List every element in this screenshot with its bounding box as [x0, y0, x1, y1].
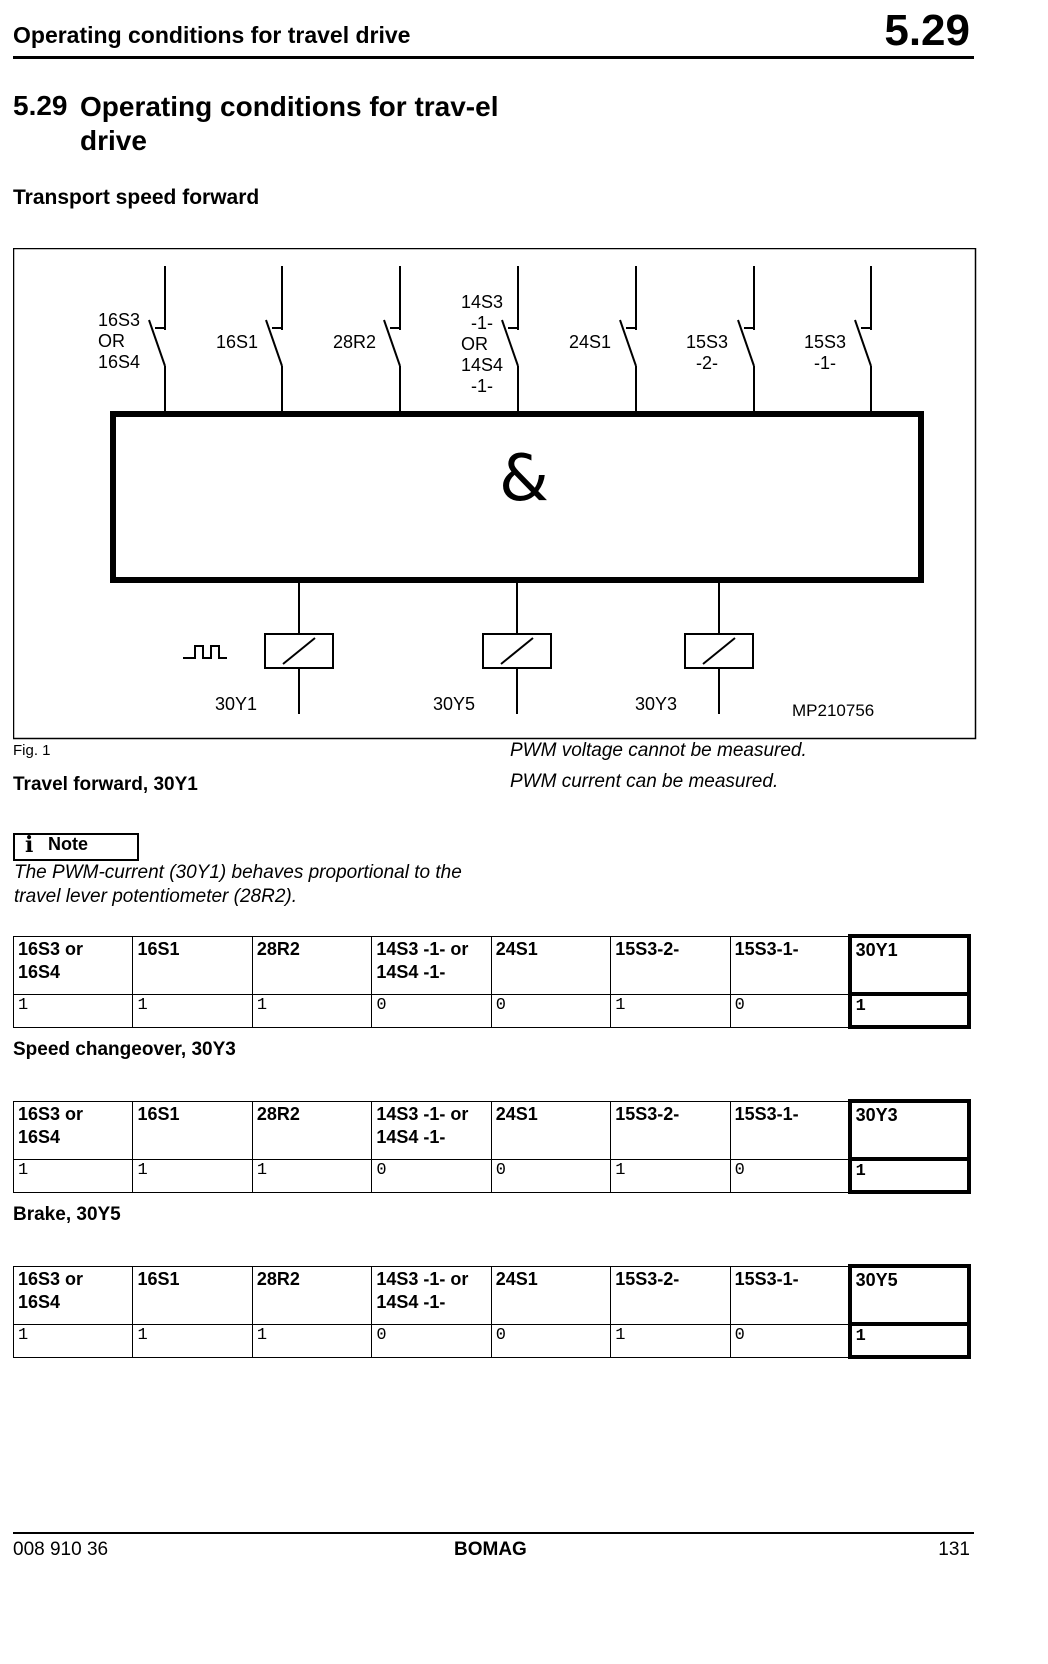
table-header-row [14, 936, 970, 994]
value-cell: 1 [611, 1324, 730, 1357]
table-row [14, 1324, 970, 1357]
switch-label-line: -1- [471, 313, 493, 333]
value-cell: 1 [14, 1324, 133, 1357]
info-icon: i [25, 832, 34, 858]
value-cell: 0 [372, 1324, 491, 1357]
table-heading-speed-changeover: Speed changeover, 30Y3 [13, 1039, 236, 1060]
value-cell: 1 [14, 994, 133, 1027]
output-label-30Y3: 30Y3 [635, 694, 678, 714]
header-cell: 24S1 [491, 1266, 610, 1324]
note-label: Note [48, 834, 88, 854]
pwm-note-current: PWM current can be measured. [510, 771, 779, 792]
table-header-row [14, 1266, 970, 1324]
footer-doc-number: 008 910 36 [13, 1539, 109, 1560]
switch-label-line: 16S4 [98, 352, 141, 372]
value-cell: 0 [730, 994, 849, 1027]
switch-label-line: 15S3 [804, 332, 847, 352]
value-cell: 1 [14, 1159, 133, 1192]
output-header-cell: 30Y5 [850, 1266, 969, 1324]
header-cell: 24S1 [491, 1101, 610, 1159]
table-header-row [14, 1101, 970, 1159]
pwm-note-voltage: PWM voltage cannot be measured. [510, 740, 807, 761]
value-cell: 1 [252, 1159, 371, 1192]
subheading: Transport speed forward [13, 186, 260, 209]
table-heading-brake: Brake, 30Y5 [13, 1204, 121, 1225]
value-cell: 0 [730, 1159, 849, 1192]
coil-diagonal [283, 638, 315, 664]
output-header-cell: 30Y3 [850, 1101, 969, 1159]
footer-rule [13, 1532, 974, 1534]
output-header-cell: 30Y1 [850, 936, 969, 994]
output-value-cell: 1 [850, 1324, 969, 1357]
switch-label-line: -2- [696, 353, 718, 373]
diagram-frame [14, 249, 976, 739]
output-label-30Y5: 30Y5 [433, 694, 476, 714]
pwm-symbol [183, 646, 227, 658]
switch-blade [149, 320, 165, 366]
header-cell: 15S3-1- [730, 1101, 849, 1159]
header-cell: 16S3 or 16S4 [14, 1101, 133, 1159]
value-cell: 1 [133, 1324, 252, 1357]
header-cell: 15S3-2- [611, 1101, 730, 1159]
value-cell: 1 [252, 1324, 371, 1357]
output-value-cell: 1 [850, 994, 969, 1027]
switch-label-line: OR [98, 331, 125, 351]
output-label-30Y1: 30Y1 [215, 694, 258, 714]
figure-caption: Fig. 1 [13, 742, 51, 759]
value-cell: 0 [491, 1324, 610, 1357]
footer-brand: BOMAG [454, 1539, 527, 1560]
note-text: The PWM-current (30Y1) behaves proportional to the travel lever potentiometer (28R2). [14, 862, 462, 907]
switch-label-line: 14S4 [461, 355, 504, 375]
value-cell: 1 [611, 1159, 730, 1192]
switch-label-line: -1- [814, 353, 836, 373]
header-rule [13, 56, 974, 59]
travel-forward-heading: Travel forward, 30Y1 [13, 774, 198, 795]
truth-table-30Y5 [13, 1264, 971, 1359]
switch-blade [502, 320, 518, 366]
running-header-title: Operating conditions for travel drive [13, 22, 411, 48]
coil-diagonal [501, 638, 533, 664]
truth-table-30Y3 [13, 1099, 971, 1194]
header-cell: 15S3-2- [611, 936, 730, 994]
section-number: 5.29 [13, 90, 68, 121]
table-row [14, 1159, 970, 1192]
value-cell: 1 [133, 994, 252, 1027]
header-cell: 28R2 [252, 936, 371, 994]
header-cell: 24S1 [491, 936, 610, 994]
header-cell: 15S3-1- [730, 936, 849, 994]
header-cell: 14S3 -1- or 14S4 -1- [372, 1101, 491, 1159]
switch-label-line: -1- [471, 376, 493, 396]
value-cell: 0 [491, 994, 610, 1027]
switch-blade [620, 320, 636, 366]
value-cell: 0 [372, 994, 491, 1027]
header-cell: 15S3-2- [611, 1266, 730, 1324]
header-cell: 14S3 -1- or 14S4 -1- [372, 1266, 491, 1324]
header-cell: 16S3 or 16S4 [14, 936, 133, 994]
header-cell: 16S1 [133, 1101, 252, 1159]
table-row [14, 994, 970, 1027]
coil-diagonal [703, 638, 735, 664]
value-cell: 1 [252, 994, 371, 1027]
header-cell: 28R2 [252, 1266, 371, 1324]
switch-label-line: OR [461, 334, 488, 354]
truth-table-30Y1 [13, 934, 971, 1029]
switch-label-line: 16S1 [216, 332, 259, 352]
section-title: Operating conditions for trav-el drive [80, 91, 499, 156]
switch-blade [266, 320, 282, 366]
switch-blade [738, 320, 754, 366]
header-cell: 28R2 [252, 1101, 371, 1159]
switch-label-line: 15S3 [686, 332, 729, 352]
header-cell: 16S1 [133, 936, 252, 994]
header-cell: 15S3-1- [730, 1266, 849, 1324]
switch-label-line: 28R2 [333, 332, 377, 352]
switch-blade [384, 320, 400, 366]
value-cell: 0 [730, 1324, 849, 1357]
value-cell: 1 [133, 1159, 252, 1192]
and-gate-symbol: & [499, 442, 549, 516]
switch-label-line: 16S3 [98, 310, 141, 330]
switch-label-line: 24S1 [569, 332, 612, 352]
running-header-number: 5.29 [884, 6, 970, 55]
header-cell: 16S3 or 16S4 [14, 1266, 133, 1324]
switch-label-line: 14S3 [461, 292, 504, 312]
value-cell: 0 [372, 1159, 491, 1192]
header-cell: 14S3 -1- or 14S4 -1- [372, 936, 491, 994]
footer-page-number: 131 [938, 1539, 970, 1560]
switch-blade [855, 320, 871, 366]
drawing-ref: MP210756 [792, 701, 875, 720]
header-cell: 16S1 [133, 1266, 252, 1324]
switch-labels [98, 292, 846, 396]
value-cell: 1 [611, 994, 730, 1027]
logic-diagram [13, 248, 977, 740]
output-group [265, 583, 753, 714]
value-cell: 0 [491, 1159, 610, 1192]
output-value-cell: 1 [850, 1159, 969, 1192]
